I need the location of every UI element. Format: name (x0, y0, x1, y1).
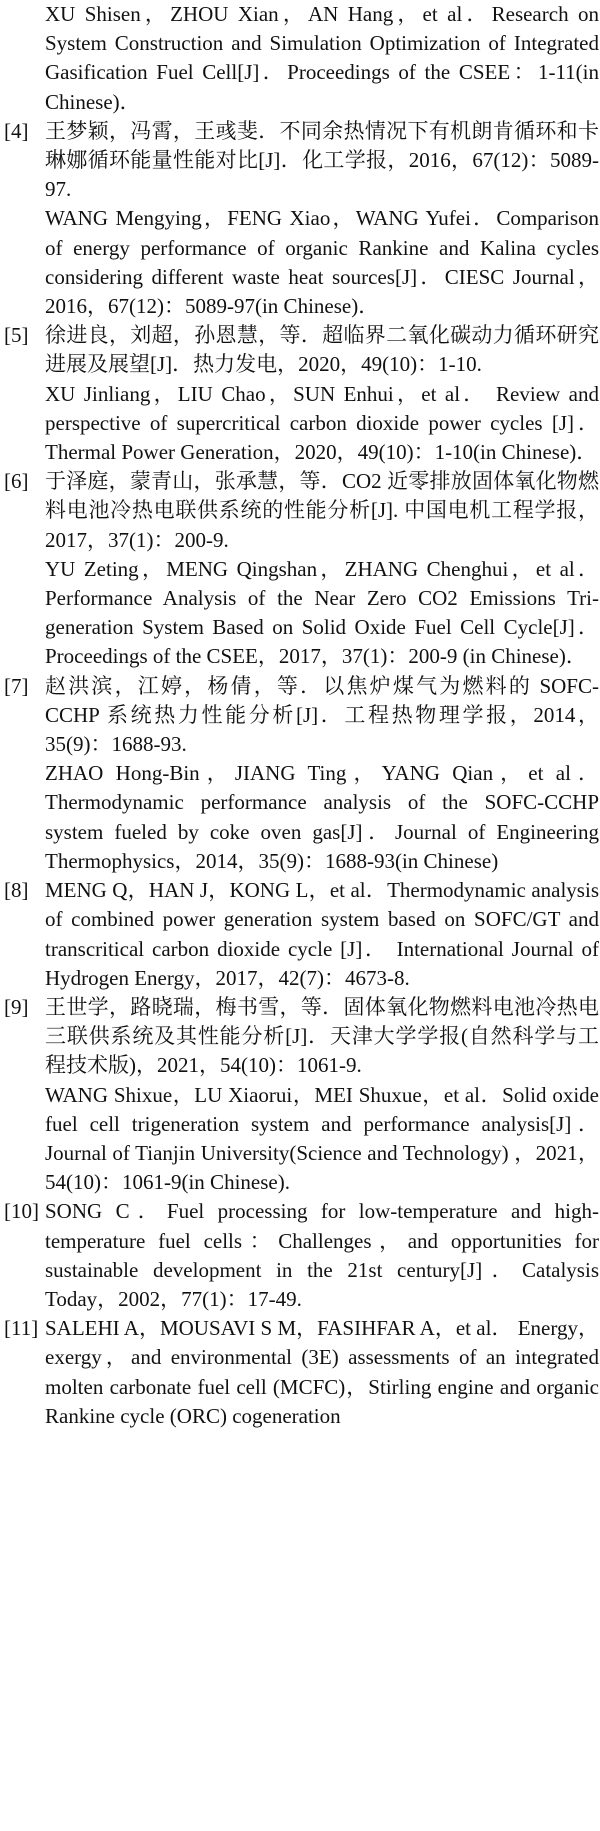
reference-number: [9] (4, 994, 29, 1019)
reference-item (4, 321, 600, 467)
reference-body (45, 321, 599, 467)
reference-body (45, 876, 599, 993)
reference-body (45, 117, 599, 321)
reference-number: [5] (4, 323, 29, 348)
reference-item (4, 117, 600, 321)
reference-item (4, 993, 600, 1197)
reference-body (45, 467, 599, 671)
reference-chinese-citation: 王梦颖，冯霄，王彧斐．不同余热情况下有机朗肯循环和卡琳娜循环能量性能对比[J]．化工学报，2016，67(12)：5089-97. (45, 118, 599, 202)
reference-body (45, 1314, 599, 1431)
reference-english-citation: YU Zeting，MENG Qingshan，ZHANG Chenghui，et al．Performance Analysis of the Near Zero CO2 Emissions Tri-generation System Based on Solid Oxide Fuel Cell Cycle[J]．Proceedings of the CSEE，2017，37(1)：200-9 (in Chinese)． (45, 556, 599, 669)
reference-number: [10] (4, 1199, 39, 1224)
reference-item (4, 1197, 600, 1314)
reference-item (4, 467, 600, 671)
reference-body (45, 672, 599, 876)
reference-english-citation: WANG Shixue，LU Xiaorui，MEI Shuxue，et al．Solid oxide fuel cell trigeneration system and performance analysis[J]．Journal of Tianjin University(Science and Technology) ，2021，54(10)：1061-9(in Chinese). (45, 1082, 599, 1195)
reference-number: [7] (4, 673, 29, 698)
reference-body (45, 993, 599, 1197)
reference-english-citation: SONG C．Fuel processing for low-temperature and high-temperature fuel cells：Challenges，and opportunities for sustainable development in the 21st century[J]．Catalysis Today，2002，77(1)：17-49. (45, 1199, 599, 1311)
reference-english-citation: XU Jinliang，LIU Chao，SUN Enhui，et al． Review and perspective of supercritical carbon dioxide power cycles [J]．Thermal Power Generation，2020，49(10)：1-10(in Chinese)． (45, 381, 599, 465)
reference-chinese-citation: 王世学，路晓瑞，梅书雪，等．固体氧化物燃料电池冷热电三联供系统及其性能分析[J]．天津大学学报(自然科学与工程技术版)，2021，54(10)：1061-9. (45, 994, 599, 1078)
reference-body (45, 1197, 599, 1314)
reference-number: [11] (4, 1316, 39, 1341)
reference-english-citation: MENG Q，HAN J，KONG L，et al．Thermodynamic analysis of combined power generation system based on SOFC/GT and transcritical carbon dioxide cycle [J]． International Journal of Hydrogen Energy，2017，42(7)：4673-8. (45, 878, 599, 990)
reference-number: [6] (4, 469, 29, 494)
reference-number: [8] (4, 878, 29, 903)
reference-item (4, 876, 600, 993)
reference-item (4, 672, 600, 876)
reference-continuation: XU Shisen，ZHOU Xian，AN Hang，et al．Research on System Construction and Simulation Optimization of Integrated Gasification Fuel Cell[J]．Proceedings of the CSEE：1-11(in Chinese)． (45, 2, 599, 114)
reference-english-citation: ZHAO Hong-Bin，JIANG Ting，YANG Qian，et al． Thermodynamic performance analysis of the SOFC-CCHP system fueled by coke oven gas[J]．Journal of Engineering Thermophysics，2014，35(9)：1688-93(in Chinese) (45, 761, 599, 873)
reference-number: [4] (4, 118, 29, 143)
reference-chinese-citation: 赵洪滨，江婷，杨倩，等．以焦炉煤气为燃料的 SOFC-CCHP 系统热力性能分析[J]．工程热物理学报，2014，35(9)：1688-93. (45, 673, 599, 757)
reference-item (4, 1314, 600, 1431)
reference-list (4, 117, 600, 1431)
reference-chinese-citation: 于泽庭，蒙青山，张承慧，等．CO2 近零排放固体氧化物燃料电池冷热电联供系统的性能分析[J]. 中国电机工程学报，2017，37(1)：200-9. (45, 469, 599, 552)
reference-english-citation: SALEHI A，MOUSAVI S M，FASIHFAR A，et al． Energy，exergy，and environmental (3E) assessments of an integrated molten carbonate fuel cell (MCFC)，Stirling engine and organic Rankine cycle (ORC) cogeneration (45, 1316, 599, 1428)
reference-chinese-citation: 徐进良，刘超，孙恩慧，等．超临界二氧化碳动力循环研究进展及展望[J]．热力发电，2020，49(10)：1-10. (45, 323, 599, 377)
reference-english-citation: WANG Mengying，FENG Xiao，WANG Yufei．Comparison of energy performance of organic Rankine and Kalina cycles considering different waste heat sources[J]．CIESC Journal，2016，67(12)：5089-97(in Chinese)． (45, 206, 599, 319)
